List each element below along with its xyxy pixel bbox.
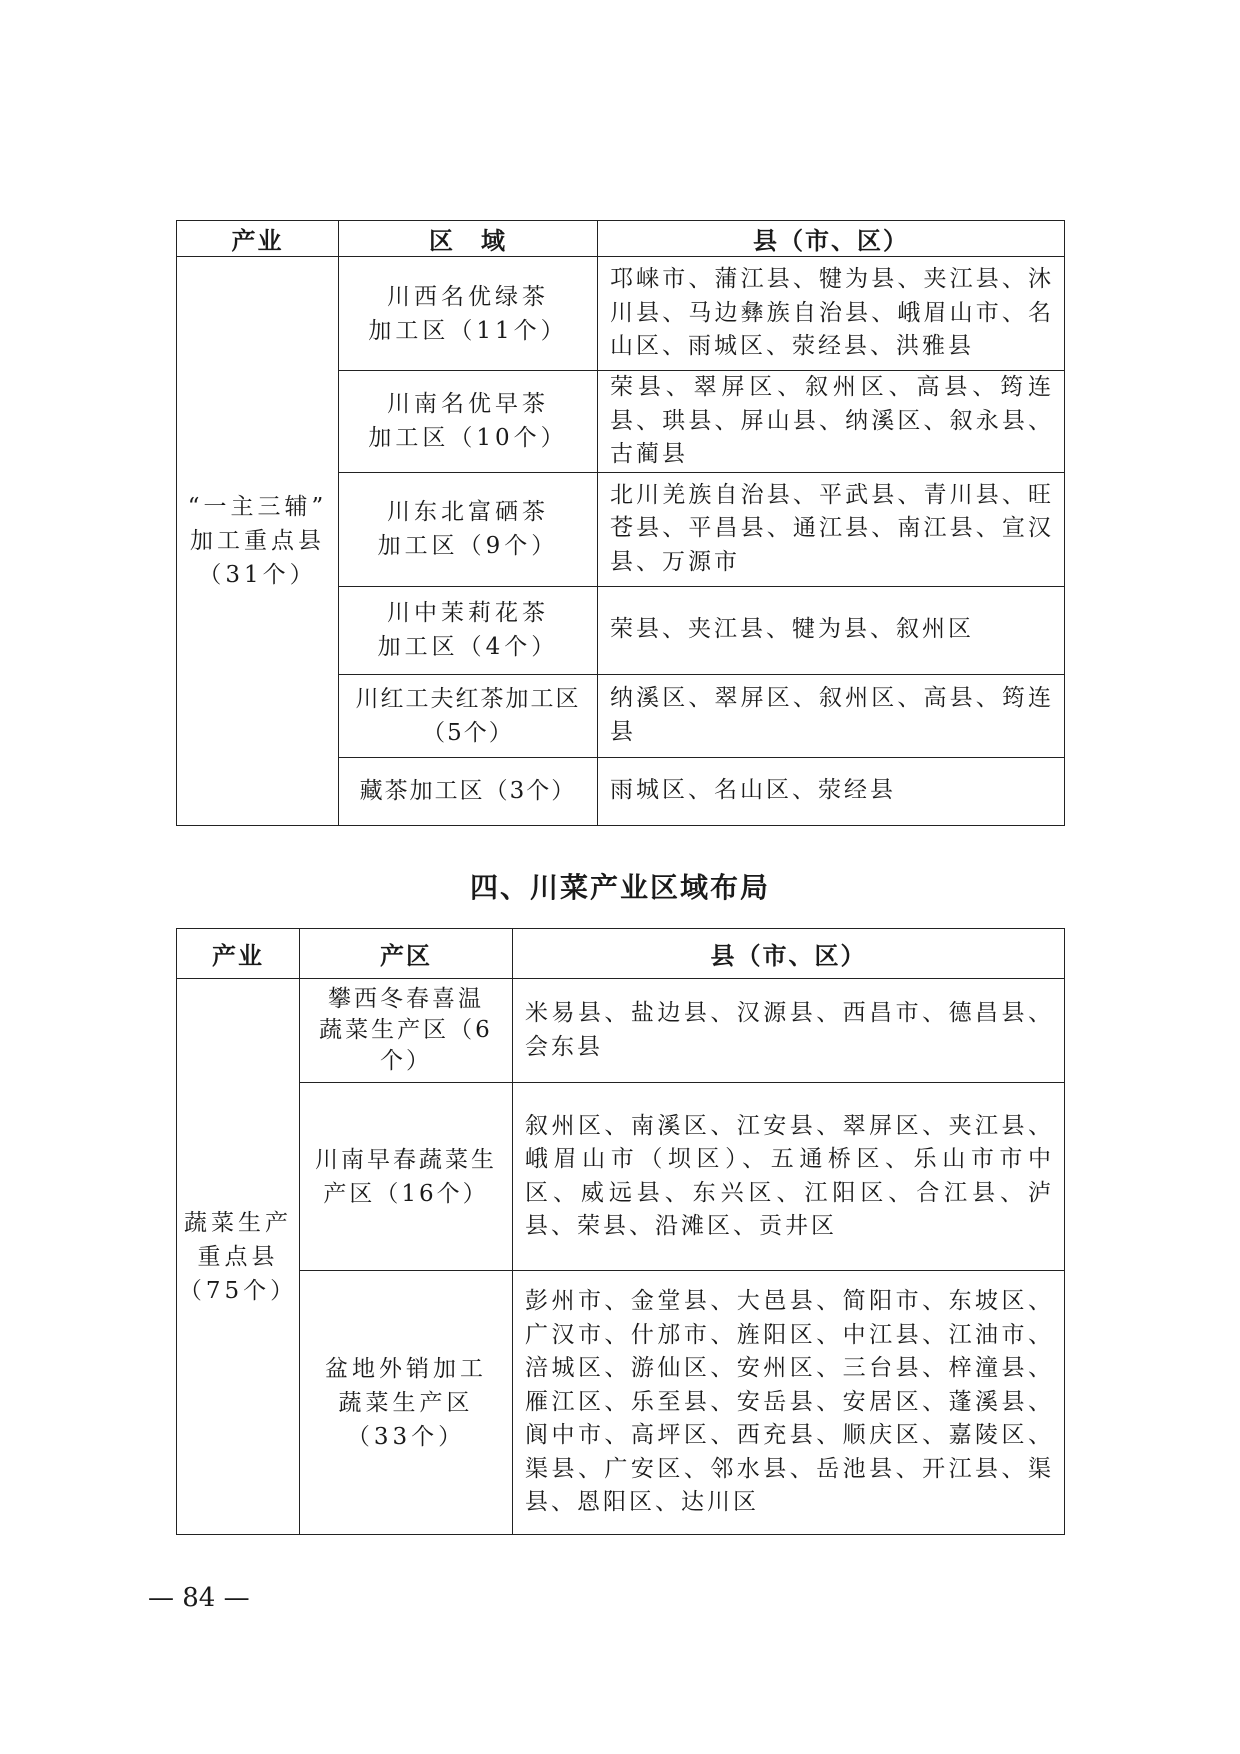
header-industry: 产业 xyxy=(177,221,339,257)
counties-cell: 荣县、夹江县、犍为县、叙州区 xyxy=(598,586,1065,674)
counties-cell: 北川羌族自治县、平武县、青川县、旺苍县、平昌县、通江县、南江县、宣汉县、万源市 xyxy=(598,472,1065,586)
region-cell xyxy=(300,1083,513,1271)
region-line: 川红工夫红茶加工区 xyxy=(355,685,581,712)
region-line: 蔬菜生产区 xyxy=(338,1389,474,1416)
counties-cell: 纳溪区、翠屏区、叙州区、高县、筠连县 xyxy=(598,674,1065,757)
header-counties: 县（市、区） xyxy=(598,221,1065,257)
page-number: — 84 — xyxy=(148,1583,250,1613)
region-line: 加工区（4个） xyxy=(377,634,559,660)
region-line: 川西名优绿茶 xyxy=(387,283,549,310)
industry-line: （31个） xyxy=(198,561,317,588)
region-cell xyxy=(339,586,598,674)
industry-line: “一主三辅” xyxy=(187,493,328,520)
region-cell xyxy=(339,472,598,586)
region-cell xyxy=(300,1271,513,1535)
industry-line: 重点县 xyxy=(197,1243,279,1270)
industry-line: （75个） xyxy=(178,1277,298,1304)
counties-cell: 彭州市、金堂县、大邑县、简阳市、东坡区、广汉市、什邡市、旌阳区、中江县、江油市、涪城区、游仙区、安州区、三台县、梓潼县、雁江区、乐至县、安岳县、安居区、蓬溪县、阆中市、高坪区、西充县、顺庆区、嘉陵区、渠县、广安区、邻水县、岳池县、开江县、渠县、恩阳区、达川区 xyxy=(513,1271,1065,1535)
region-cell xyxy=(339,674,598,757)
header-counties: 县（市、区） xyxy=(513,929,1065,979)
header-region: 区 域 xyxy=(339,221,598,257)
region-line: 加工区（11个） xyxy=(368,317,568,344)
region-line: 川中茉莉花茶 xyxy=(387,600,549,626)
header-region: 产区 xyxy=(300,929,513,979)
industry-line: 蔬菜生产 xyxy=(184,1209,292,1236)
industry-cell xyxy=(177,257,339,826)
region-line: 川南名优早茶 xyxy=(387,391,549,418)
tea-processing-table xyxy=(176,220,1065,826)
counties-cell: 雨城区、名山区、荥经县 xyxy=(598,757,1065,825)
industry-cell xyxy=(177,979,300,1535)
counties-cell: 米易县、盐边县、汉源县、西昌市、德昌县、会东县 xyxy=(513,979,1065,1083)
region-line: 藏茶加工区（3个） xyxy=(359,778,577,804)
region-cell xyxy=(300,979,513,1083)
vegetable-production-table xyxy=(176,928,1065,1535)
region-line: （33个） xyxy=(346,1423,466,1450)
region-line: 加工区（10个） xyxy=(368,425,568,452)
region-line: 蔬菜生产区（6 xyxy=(319,1017,493,1043)
region-line: 川东北富硒茶 xyxy=(387,499,549,525)
header-industry: 产业 xyxy=(177,929,300,979)
industry-line: 加工重点县 xyxy=(190,527,325,554)
region-cell xyxy=(339,257,598,371)
counties-cell: 邛崃市、蒲江县、犍为县、夹江县、沐川县、马边彝族自治县、峨眉山市、名山区、雨城区、荥经县、洪雅县 xyxy=(598,257,1065,371)
counties-cell: 叙州区、南溪区、江安县、翠屏区、夹江县、峨眉山市（坝区）、五通桥区、乐山市市中区、威远县、东兴区、江阳区、合江县、泸县、荣县、沿滩区、贡井区 xyxy=(513,1083,1065,1271)
region-line: 川南早春蔬菜生 xyxy=(315,1146,497,1173)
region-line: （5个） xyxy=(422,719,514,746)
region-cell xyxy=(339,371,598,473)
counties-cell: 荣县、翠屏区、叙州区、高县、筠连县、珙县、屏山县、纳溪区、叙永县、古蔺县 xyxy=(598,371,1065,473)
region-line: 攀西冬春喜温 xyxy=(328,986,484,1012)
region-line: 盆地外销加工 xyxy=(325,1355,487,1382)
region-line: 产区（16个） xyxy=(323,1180,489,1207)
region-cell xyxy=(339,757,598,825)
region-line: 加工区（9个） xyxy=(377,533,559,559)
section-heading: 四、川菜产业区域布局 xyxy=(469,871,770,904)
region-line: 个） xyxy=(380,1048,432,1074)
